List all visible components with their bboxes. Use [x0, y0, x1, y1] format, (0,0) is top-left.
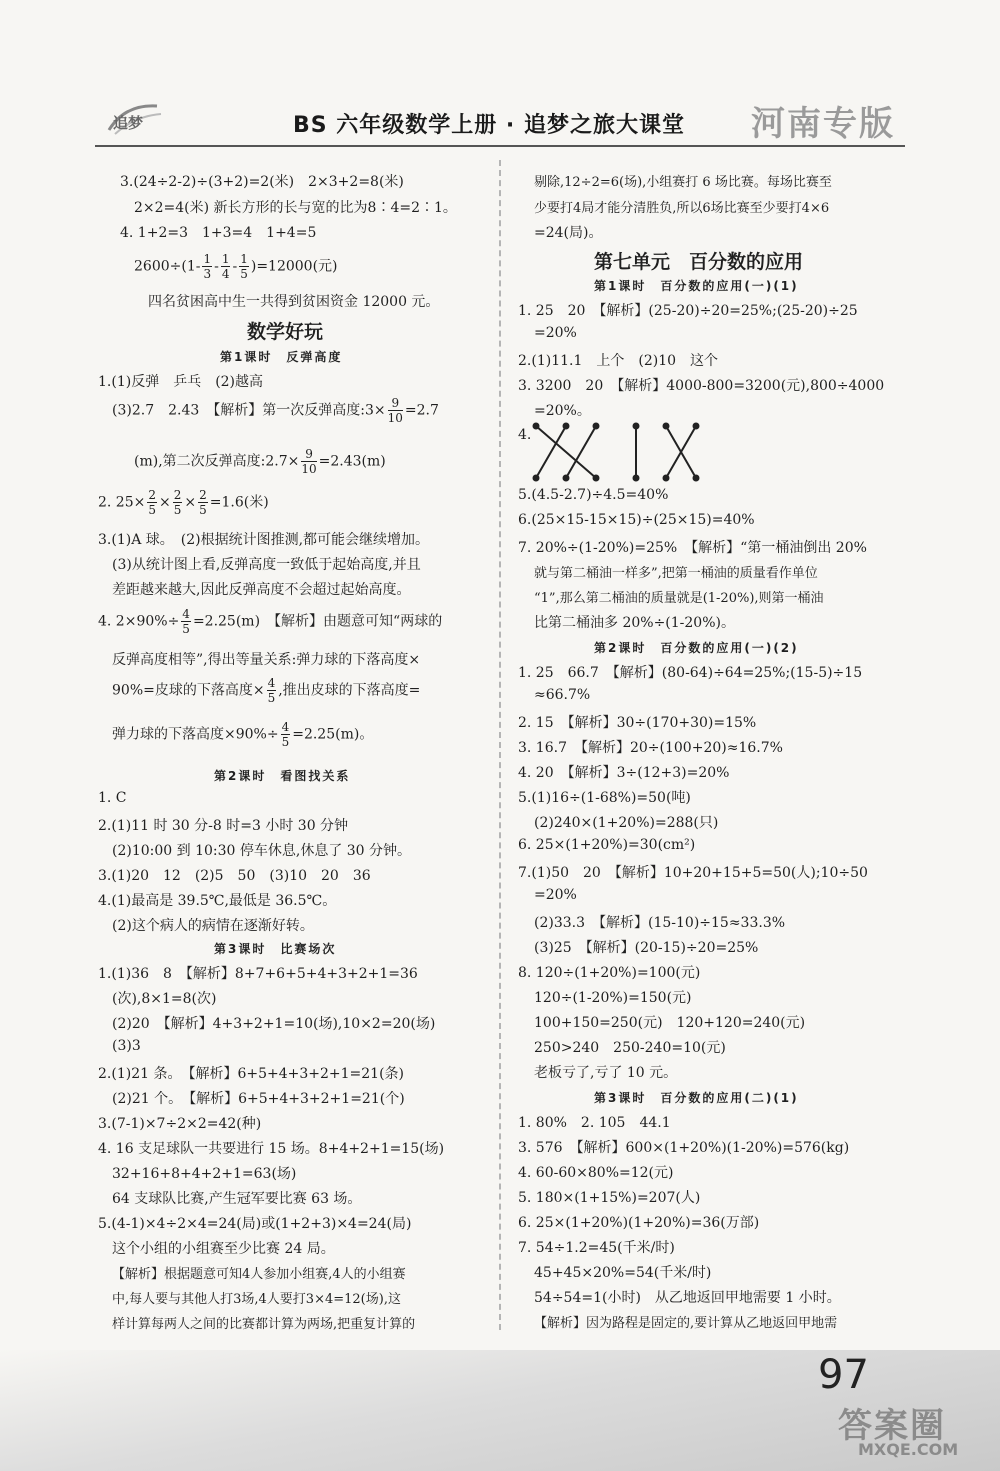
fraction: $\frac{1}{5}$ [240, 252, 248, 281]
answer-line: 剔除,12÷2=6(场),小组赛打 6 场比赛。每场比赛至 [534, 175, 832, 190]
fraction: $\frac{4}{5}$ [281, 720, 290, 749]
lesson-title: 第1课时 反弹高度 [220, 350, 343, 364]
answer-line: 1. C [98, 790, 127, 806]
section-title: 第七单元 百分数的应用 [594, 251, 804, 273]
fraction: $\frac{2}{5}$ [199, 488, 207, 517]
answer-line: 100+150=250(元) 120+120=240(元) [534, 1015, 806, 1031]
answer-line: =20%。 [534, 403, 591, 419]
answer-line: 少要打4局才能分清胜负,所以6场比赛至少要打4×6 [534, 201, 830, 216]
answer-line: 5.(4.5-2.7)÷4.5=40% [518, 487, 669, 503]
answer-line: 2×2=4(米) 新长方形的长与宽的比为8∶4=2∶1。 [134, 200, 457, 216]
answer-line: 4. [518, 427, 532, 443]
answer-line: 54÷54=1(小时) 从乙地返回甲地需要 1 小时。 [534, 1290, 841, 1306]
fraction: $\frac{1}{3}$ [203, 252, 212, 281]
answer-line: 四名贫困高中生一共得到贫困资金 12000 元。 [148, 294, 440, 310]
answer-line: 2.(1)11 时 30 分-8 时=3 小时 30 分钟 [98, 818, 349, 834]
answer-line: 差距越来越大,因此反弹高度不会超过起始高度。 [112, 582, 411, 598]
answer-line: =20% [534, 325, 577, 341]
answer-line: 1. 25 20 【解析】(25-20)÷20=25%;(25-20)÷25 [518, 303, 858, 319]
answer-line: 这个小组的小组赛至少比赛 24 局。 [112, 1241, 335, 1257]
lesson-title: 第2课时 百分数的应用(一)(2) [594, 641, 799, 655]
lesson-title: 第3课时 百分数的应用(二)(1) [594, 1091, 799, 1105]
answer-line: (m),第二次反弹高度:2.7× $\frac{9}{10}$ =2.43(m) [134, 447, 386, 476]
answer-line: 4.(1)最高是 39.5℃,最低是 36.5℃。 [98, 893, 337, 909]
brand-logo-icon [105, 100, 165, 140]
answer-line: 6. 25×(1+20%)=30(cm²) [518, 837, 696, 853]
answer-line: 2. 15 【解析】30÷(170+30)=15% [518, 715, 757, 731]
answer-line: 6.(25×15-15×15)÷(25×15)=40% [518, 512, 755, 528]
answer-line: 3.(1)A 球。 (2)根据统计图推测,都可能会继续增加。 [98, 532, 430, 548]
answer-line: 5.(4-1)×4÷2×4=24(局)或(1+2+3)×4=24(局) [98, 1216, 412, 1232]
page-number: 97 [818, 1352, 869, 1398]
answer-line: 1. 25 66.7 【解析】(80-64)÷64=25%;(15-5)÷15 [518, 665, 863, 681]
answer-line: (3)3 [112, 1038, 141, 1054]
answer-line: 90%=皮球的下落高度× $\frac{4}{5}$ ,推出皮球的下落高度= [112, 676, 421, 705]
answer-line: 5. 180×(1+15%)=207(人) [518, 1190, 701, 1206]
matching-lines-diagram [526, 420, 706, 486]
answer-line: 8. 120÷(1+20%)=100(元) [518, 965, 701, 981]
lesson-title: 第2课时 看图找关系 [214, 769, 351, 783]
answer-line: 2. 25× $\frac{2}{5}$ × $\frac{2}{5}$ × $\frac{2}{5}$ =1.6(米) [98, 488, 269, 517]
answer-line: (3)2.7 2.43 【解析】第一次反弹高度:3× $\frac{9}{10}$ =2.7 [112, 396, 439, 425]
answer-line: 4. 1+2=3 1+3=4 1+4=5 [120, 225, 317, 241]
answer-line: 64 支球队比赛,产生冠军要比赛 63 场。 [112, 1191, 362, 1207]
section-title: 数学好玩 [247, 321, 324, 343]
fraction: $\frac{4}{5}$ [267, 676, 276, 705]
lesson-title: 第1课时 百分数的应用(一)(1) [594, 279, 799, 293]
answer-line: 比第二桶油多 20%÷(1-20%)。 [534, 615, 735, 631]
answer-line: 3.(7-1)×7÷2×2=42(种) [98, 1116, 262, 1132]
watermark-site: MXQE.COM [858, 1440, 959, 1459]
answer-line: 3.(1)20 12 (2)5 50 (3)10 20 36 [98, 868, 371, 884]
answer-line: 250>240 250-240=10(元) [534, 1040, 726, 1056]
logo-text: 追梦 [113, 114, 144, 132]
answer-line: 2.(1)21 条。 【解析】6+5+4+3+2+1=21(条) [98, 1066, 405, 1082]
answer-line: 3. 3200 20 【解析】4000-800=3200(元),800÷4000 [518, 378, 885, 394]
answer-line: 4. 20 【解析】3÷(12+3)=20% [518, 765, 730, 781]
answer-line: 老板亏了,亏了 10 元。 [534, 1065, 678, 1081]
fraction: $\frac{4}{5}$ [182, 607, 190, 636]
answer-line: 就与第二桶油一样多”,把第一桶油的质量看作单位 [534, 566, 818, 581]
answer-line: 5.(1)16÷(1-68%)=50(吨) [518, 790, 691, 806]
answer-line: 32+16+8+4+2+1=63(场) [112, 1166, 297, 1182]
answer-line: 7. 54÷1.2=45(千米/时) [518, 1240, 675, 1256]
answer-line: (2)这个病人的病情在逐渐好转。 [112, 918, 314, 934]
fraction: $\frac{2}{5}$ [173, 488, 182, 517]
book-title: BS 六年级数学上册 · 追梦之旅大课堂 [293, 113, 685, 138]
edition-label: 河南专版 [751, 104, 895, 144]
answer-line: 4. 2×90%÷ $\frac{4}{5}$ =2.25(m) 【解析】由题意可知“两球的 [98, 607, 443, 636]
page-header [95, 96, 905, 148]
answer-line: 1. 80% 2. 105 44.1 [518, 1115, 671, 1131]
answer-line: (2)33.3 【解析】(15-10)÷15≈33.3% [534, 915, 786, 931]
answer-line: 3. 576 【解析】600×(1+20%)(1-20%)=576(kg) [518, 1140, 850, 1156]
answer-line: ≈66.7% [534, 687, 591, 703]
answer-line: 弹力球的下落高度×90%÷ $\frac{4}{5}$ =2.25(m)。 [112, 720, 374, 749]
fraction: $\frac{1}{4}$ [221, 252, 230, 281]
answer-line: 120÷(1-20%)=150(元) [534, 990, 692, 1006]
answer-line: 6. 25×(1+20%)(1+20%)=36(万部) [518, 1215, 760, 1231]
answer-line: 1.(1)反弹 乒乓 (2)越高 [98, 374, 264, 390]
watermark: 答案圈 [838, 1406, 946, 1446]
answer-line: 3. 16.7 【解析】20÷(100+20)≈16.7% [518, 740, 783, 756]
answer-line: (2)20 【解析】4+3+2+1=10(场),10×2=20(场) [112, 1016, 436, 1032]
answer-line: (2)21 个。 【解析】6+5+4+3+2+1=21(个) [112, 1091, 405, 1107]
answer-line: (2)240×(1+20%)=288(只) [534, 815, 719, 831]
answer-line: 2600÷(1- $\frac{1}{3}$ - $\frac{1}{4}$ - $\frac{1}{5}$ )=12000(元) [134, 252, 338, 281]
answer-line: 4. 60-60×80%=12(元) [518, 1165, 674, 1181]
answer-line: =24(局)。 [534, 225, 603, 241]
answer-line: 反弹高度相等”,得出等量关系:弹力球的下落高度× [112, 652, 421, 668]
answer-line: 1.(1)36 8 【解析】8+7+6+5+4+3+2+1=36 [98, 966, 418, 982]
column-divider [499, 160, 501, 1330]
answer-line: (3)从统计图上看,反弹高度一致低于起始高度,并且 [112, 557, 421, 573]
answer-line: 【解析】根据题意可知4人参加小组赛,4人的小组赛 [112, 1267, 406, 1282]
answer-line: (次),8×1=8(次) [112, 991, 217, 1007]
header-rule [95, 145, 905, 147]
answer-line: 【解析】因为路程是固定的,要计算从乙地返回甲地需 [534, 1316, 838, 1331]
fraction: $\frac{2}{5}$ [148, 488, 156, 517]
fraction: $\frac{9}{10}$ [301, 447, 317, 476]
lesson-title: 第3课时 比赛场次 [214, 942, 337, 956]
answer-line: 4. 16 支足球队一共要进行 15 场。8+4+2+1=15(场) [98, 1141, 445, 1157]
answer-line: 中,每人要与其他人打3场,4人要打3×4=12(场),这 [112, 1292, 401, 1307]
fraction: $\frac{9}{10}$ [387, 396, 403, 425]
answer-line: 3.(24÷2-2)÷(3+2)=2(米) 2×3+2=8(米) [120, 174, 404, 190]
answer-line: 样计算每两人之间的比赛都计算为两场,把重复计算的 [112, 1317, 416, 1332]
answer-line: 2.(1)11.1 上个 (2)10 这个 [518, 353, 719, 369]
answer-line: 7. 20%÷(1-20%)=25% 【解析】“第一桶油倒出 20% [518, 540, 867, 556]
answer-line: 45+45×20%=54(千米/时) [534, 1265, 712, 1281]
answer-line: (3)25 【解析】(20-15)÷20=25% [534, 940, 759, 956]
answer-line: “1”,那么第二桶油的质量就是(1-20%),则第一桶油 [534, 591, 824, 606]
answer-line: =20% [534, 887, 577, 903]
answer-line: 7.(1)50 20 【解析】10+20+15+5=50(人);10÷50 [518, 865, 868, 881]
answer-line: (2)10:00 到 10:30 停车休息,休息了 30 分钟。 [112, 843, 412, 859]
